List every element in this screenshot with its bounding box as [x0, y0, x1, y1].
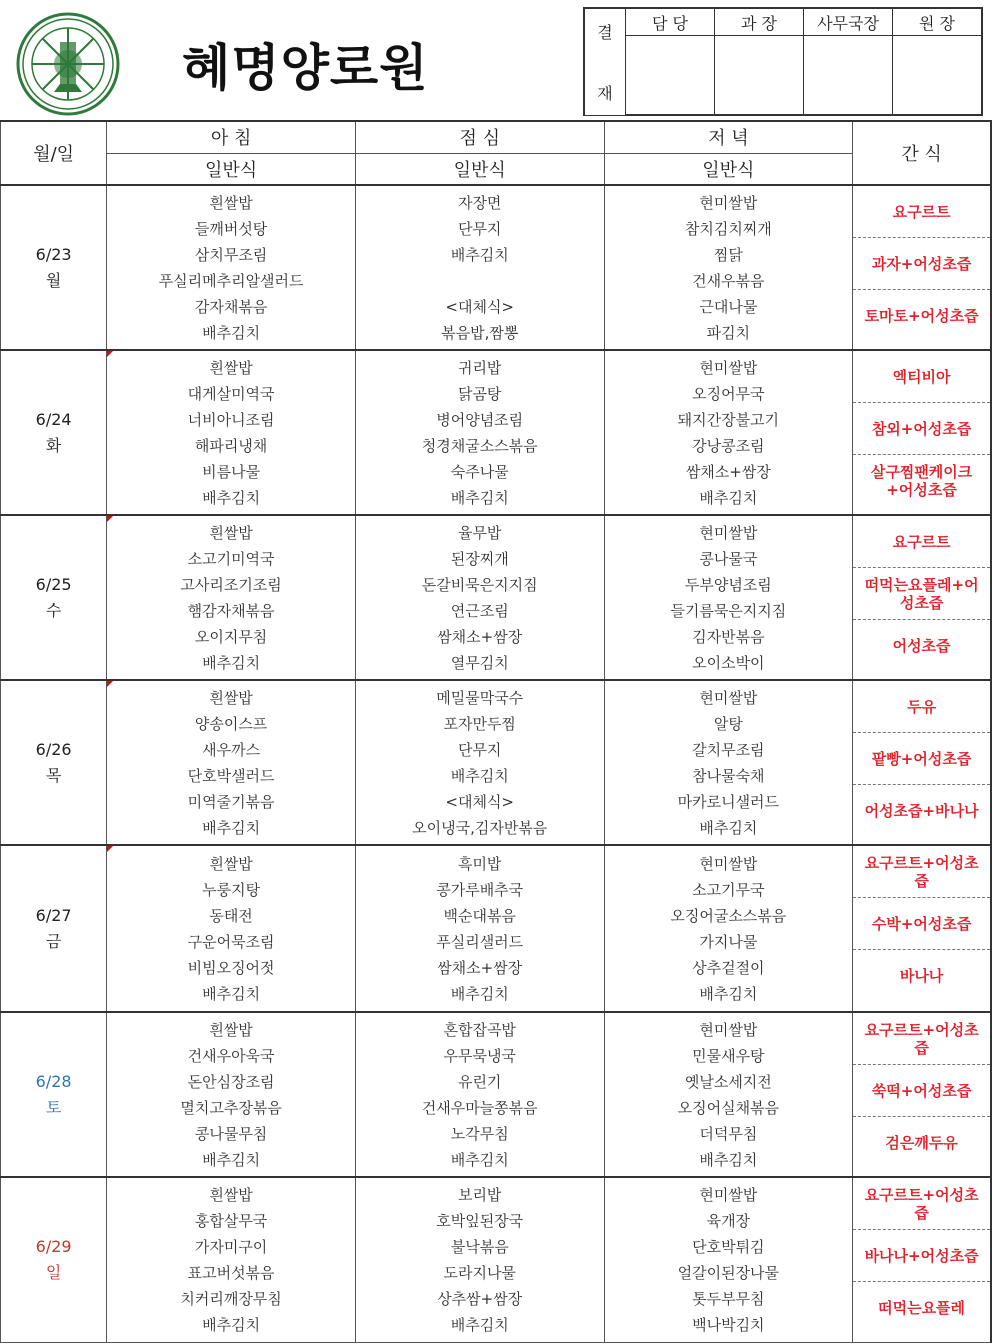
- snack-item: 엑티비아: [853, 351, 990, 403]
- menu-item: 우무묵냉국: [443, 1046, 516, 1065]
- dinner-cell: [604, 350, 853, 515]
- approval-sign-box[interactable]: [893, 36, 983, 116]
- menu-item: 찜닭: [713, 245, 743, 264]
- menu-item: 유린기: [457, 1072, 502, 1091]
- snack-cell: [853, 185, 991, 350]
- breakfast-cell: [107, 845, 356, 1012]
- date-cell: [1, 515, 107, 680]
- menu-item: 톳두부무침: [692, 1289, 765, 1308]
- snack-item: 어성초즙+바나나: [864, 802, 979, 820]
- sub-header-lunch: 일반식: [355, 153, 604, 185]
- day-row: [1, 185, 992, 350]
- menu-item: 현미쌀밥: [699, 193, 758, 212]
- menu-item: 더덕무침: [699, 1124, 758, 1143]
- date-cell: [1, 680, 107, 845]
- page-header: [0, 0, 992, 120]
- menu-item: 멸치고추장볶음: [180, 1098, 282, 1117]
- date-cell: [1, 1012, 107, 1177]
- page-title: 혜명양로원: [182, 39, 429, 97]
- menu-item: 소고기무국: [692, 880, 765, 899]
- dinner-cell: [604, 1177, 853, 1342]
- menu-item: 가자미구이: [194, 1237, 268, 1256]
- comment-flag-icon[interactable]: [107, 846, 113, 852]
- breakfast-cell: [107, 680, 356, 845]
- menu-item: 백순대볶음: [443, 906, 516, 925]
- date-cell: [1, 845, 107, 1012]
- menu-item: 흰쌀밥: [209, 854, 253, 873]
- breakfast-cell: [107, 185, 356, 350]
- day-row: [1, 350, 992, 515]
- menu-item: 병어양념조림: [436, 410, 524, 429]
- day-row: [1, 1012, 992, 1177]
- menu-item: 단호박튀김: [692, 1237, 765, 1256]
- menu-item: 단호박샐러드: [187, 766, 275, 785]
- menu-item: 두부양념조림: [684, 575, 772, 594]
- menu-item: 쌈채소+쌈장: [437, 958, 523, 977]
- snack-cell: [853, 1177, 991, 1342]
- sub-header-breakfast: 일반식: [107, 153, 356, 185]
- menu-item: 흑미밥: [457, 854, 502, 873]
- day-row: [1, 680, 992, 845]
- date-label: 6/29: [35, 1236, 72, 1256]
- menu-item: 현미쌀밥: [699, 688, 758, 707]
- menu-item: 흰쌀밥: [209, 688, 253, 707]
- menu-item: 치커리깨장무침: [180, 1289, 282, 1308]
- date-cell: [1, 350, 107, 515]
- snack-item: 과자+어성초즙: [853, 238, 990, 290]
- menu-item: 콩나물국: [699, 549, 758, 568]
- menu-item: 열무김치: [450, 653, 509, 672]
- menu-item: 흰쌀밥: [209, 1185, 253, 1204]
- menu-item: 강낭콩조림: [692, 436, 765, 455]
- approval-sign-box[interactable]: [715, 36, 804, 116]
- menu-item: 도라지나물: [443, 1263, 516, 1282]
- date-header: 월/일: [1, 121, 107, 185]
- menu-item: 청경채굴소스볶음: [421, 436, 538, 455]
- menu-item: 햄감자채볶음: [187, 601, 275, 620]
- menu-item: 배추김치: [202, 653, 261, 672]
- menu-item: 건새우아욱국: [187, 1046, 275, 1065]
- menu-item: 쌈채소+쌈장: [437, 627, 523, 646]
- menu-item: 백나박김치: [692, 1315, 765, 1334]
- menu-item: 보리밥: [457, 1185, 502, 1204]
- menu-item: 율무밥: [457, 523, 502, 542]
- menu-item: 쌈채소+쌈장: [685, 462, 771, 481]
- menu-item: 상추쌈+쌈장: [437, 1289, 523, 1308]
- approval-label-bottom: 재: [597, 83, 613, 103]
- menu-item: 들기름묵은지지짐: [670, 601, 787, 620]
- menu-item: 배추김치: [202, 818, 261, 837]
- weekday-label: 수: [45, 600, 62, 620]
- menu-item: 근대나물: [699, 297, 758, 316]
- menu-item: 홍합살무국: [194, 1211, 268, 1230]
- menu-item: 혼합잡곡밥: [443, 1020, 516, 1039]
- lunch-cell: [355, 1012, 604, 1177]
- menu-item: 새우까스: [202, 740, 261, 759]
- meal-header-dinner: 저 녁: [604, 121, 853, 153]
- menu-item: 배추김치: [699, 818, 758, 837]
- snack-item: 검은깨두유: [885, 1134, 958, 1152]
- approval-sign-box[interactable]: [626, 36, 715, 116]
- snack-item: 떠먹는요플레+어성초즙: [853, 568, 990, 620]
- menu-item: 콩가루배추국: [436, 880, 524, 899]
- menu-item: 갈치무조림: [692, 740, 765, 759]
- snack-item: 살구찜팬케이크+어성초즙: [870, 463, 973, 499]
- menu-item: [356, 268, 604, 294]
- approval-sign-box[interactable]: [804, 36, 893, 116]
- menu-item: 양송이스프: [194, 714, 268, 733]
- menu-item: 소고기미역국: [187, 549, 275, 568]
- menu-item: 건새우마늘쫑볶음: [421, 1098, 538, 1117]
- snack-cell: [853, 515, 991, 680]
- menu-item: 배추김치: [699, 1150, 758, 1169]
- menu-item: 오이지무침: [194, 627, 268, 646]
- menu-item: 현미쌀밥: [699, 854, 758, 873]
- snack-item: 바나나+어성초즙: [853, 1230, 990, 1282]
- menu-item: 고사리조기조림: [180, 575, 282, 594]
- menu-item: 건새우볶음: [692, 271, 765, 290]
- menu-item: 자장면: [457, 193, 502, 212]
- menu-item: 현미쌀밥: [699, 358, 758, 377]
- menu-item: 알탕: [713, 714, 743, 733]
- date-label: 6/23: [35, 244, 72, 264]
- menu-item: 현미쌀밥: [699, 1185, 758, 1204]
- breakfast-cell: [107, 1012, 356, 1177]
- menu-item: 돼지간장불고기: [677, 410, 780, 429]
- menu-item: 민물새우탕: [692, 1046, 765, 1065]
- menu-item: 너비아니조림: [187, 410, 275, 429]
- breakfast-cell: [107, 350, 356, 515]
- menu-item: 콩나물무침: [194, 1124, 268, 1143]
- weekday-label: 목: [45, 765, 62, 785]
- snack-item: 요구르트+어성초즙: [853, 1178, 990, 1230]
- menu-item: 해파리냉채: [194, 436, 268, 455]
- date-cell: [1, 185, 107, 350]
- menu-item: 옛날소세지전: [684, 1072, 772, 1091]
- menu-item: 단무지: [457, 740, 502, 759]
- menu-item: <대체식>: [445, 297, 514, 316]
- snack-item: 요구르트: [853, 186, 990, 238]
- menu-item: 대게살미역국: [187, 384, 275, 403]
- snack-item: 요구르트+어성초즙: [853, 846, 990, 898]
- menu-item: 배추김치: [202, 323, 261, 342]
- menu-item: 연근조림: [450, 601, 509, 620]
- menu-item: 오징어무국: [692, 384, 765, 403]
- menu-item: 삼치무조림: [194, 245, 268, 264]
- approval-label-top: 결: [597, 22, 613, 42]
- breakfast-cell: [107, 515, 356, 680]
- approval-box: [583, 7, 983, 116]
- menu-item: 배추김치: [450, 1315, 509, 1334]
- menu-item: 돈갈비묵은지지짐: [421, 575, 538, 594]
- approval-role: 담 당: [626, 8, 715, 36]
- menu-item: 흰쌀밥: [209, 193, 253, 212]
- lunch-cell: [355, 845, 604, 1012]
- weekday-label: 일: [45, 1262, 62, 1282]
- snack-cell: [853, 1012, 991, 1177]
- lunch-cell: [355, 1177, 604, 1342]
- menu-item: 배추김치: [699, 488, 758, 507]
- menu-item: 마카로니샐러드: [677, 792, 780, 811]
- day-row: [1, 1177, 992, 1342]
- menu-item: 표고버섯볶음: [187, 1263, 275, 1282]
- snack-item: 참외+어성초즙: [853, 403, 990, 455]
- menu-item: 배추김치: [450, 766, 509, 785]
- menu-item: 육개장: [706, 1211, 751, 1230]
- menu-item: 참치김치찌개: [684, 219, 772, 238]
- date-label: 6/26: [35, 739, 72, 759]
- menu-item: 현미쌀밥: [699, 523, 758, 542]
- weekday-label: 토: [45, 1097, 62, 1117]
- menu-item: 구운어묵조림: [187, 932, 275, 951]
- menu-item: 가지나물: [699, 932, 758, 951]
- menu-item: 현미쌀밥: [699, 1020, 758, 1039]
- weekday-label: 화: [45, 435, 62, 455]
- menu-item: 불낙볶음: [450, 1237, 509, 1256]
- menu-item: 된장찌개: [450, 549, 509, 568]
- lunch-cell: [355, 350, 604, 515]
- menu-item: 얼갈이된장나물: [677, 1263, 780, 1282]
- dinner-cell: [604, 185, 853, 350]
- snack-item: 수박+어성초즙: [853, 898, 990, 950]
- menu-item: 참나물숙채: [692, 766, 765, 785]
- weekday-label: 금: [45, 931, 62, 951]
- approval-role: 과 장: [715, 8, 804, 36]
- menu-item: 흰쌀밥: [209, 523, 253, 542]
- day-row: [1, 845, 992, 1012]
- menu-item: 귀리밥: [457, 358, 502, 377]
- menu-item: 흰쌀밥: [209, 1020, 253, 1039]
- menu-item: 파김치: [706, 323, 751, 342]
- date-cell: [1, 1177, 107, 1342]
- snack-item: 쑥떡+어성초즙: [853, 1065, 990, 1117]
- snack-cell: [853, 350, 991, 515]
- menu-item: 배추김치: [202, 488, 261, 507]
- meal-header-breakfast: 아 침: [107, 121, 356, 153]
- emblem-logo: [16, 12, 120, 116]
- menu-item: <대체식>: [445, 792, 514, 811]
- menu-item: 동태전: [209, 906, 253, 925]
- menu-item: 상추겉절이: [692, 958, 765, 977]
- menu-item: 오징어굴소스볶음: [670, 906, 787, 925]
- dinner-cell: [604, 515, 853, 680]
- menu-item: 호박잎된장국: [436, 1211, 524, 1230]
- menu-table: [0, 120, 992, 1343]
- menu-item: 메밀물막국수: [436, 688, 524, 707]
- menu-item: 오징어실채볶음: [677, 1098, 780, 1117]
- date-label: 6/27: [35, 905, 72, 925]
- comment-flag-icon[interactable]: [107, 516, 113, 522]
- menu-item: 배추김치: [450, 1150, 509, 1169]
- snack-item: 두유: [853, 681, 990, 733]
- menu-item: 닭곰탕: [457, 384, 502, 403]
- snack-cell: [853, 845, 991, 1012]
- menu-item: 돈안심장조림: [187, 1072, 275, 1091]
- menu-item: 노각무침: [450, 1124, 509, 1143]
- snack-item: 토마토+어성초즙: [864, 307, 979, 325]
- dinner-cell: [604, 845, 853, 1012]
- lunch-cell: [355, 515, 604, 680]
- menu-item: 누룽지탕: [202, 880, 261, 899]
- menu-item: 단무지: [457, 219, 502, 238]
- menu-item: 흰쌀밥: [209, 358, 253, 377]
- sub-header-dinner: 일반식: [604, 153, 853, 185]
- menu-item: 비빔오징어젓: [187, 958, 275, 977]
- lunch-cell: [355, 680, 604, 845]
- approval-label: [584, 8, 626, 115]
- snack-header: 간 식: [853, 121, 991, 185]
- snack-item: 요구르트+어성초즙: [853, 1013, 990, 1065]
- snack-item: 팥빵+어성초즙: [853, 733, 990, 785]
- menu-item: 오이냉국,김자반볶음: [412, 818, 548, 837]
- menu-item: 볶음밥,짬뽕: [441, 323, 519, 342]
- lunch-cell: [355, 185, 604, 350]
- date-label: 6/25: [35, 574, 72, 594]
- date-label: 6/28: [35, 1071, 72, 1091]
- menu-item: 포자만두찜: [443, 714, 516, 733]
- menu-item: 푸실리샐러드: [436, 932, 524, 951]
- menu-item: 배추김치: [450, 488, 509, 507]
- breakfast-cell: [107, 1177, 356, 1342]
- menu-item: 푸실리메추리알샐러드: [158, 271, 304, 290]
- approval-role: 원 장: [893, 8, 983, 36]
- menu-item: 배추김치: [202, 1150, 261, 1169]
- snack-item: 떠먹는요플레: [878, 1299, 966, 1317]
- approval-role: 사무국장: [804, 8, 893, 36]
- menu-item: 숙주나물: [450, 462, 509, 481]
- weekday-label: 월: [45, 270, 62, 290]
- comment-flag-icon[interactable]: [107, 351, 113, 357]
- menu-item: 미역줄기볶음: [187, 792, 275, 811]
- dinner-cell: [604, 1012, 853, 1177]
- day-row: [1, 515, 992, 680]
- snack-item: 바나나: [899, 967, 944, 985]
- meal-header-lunch: 점 심: [355, 121, 604, 153]
- date-label: 6/24: [35, 409, 72, 429]
- snack-item: 요구르트: [853, 516, 990, 568]
- snack-item: 어성초즙: [892, 637, 951, 655]
- menu-item: 배추김치: [202, 1315, 261, 1334]
- menu-item: 배추김치: [202, 984, 261, 1003]
- menu-item: 오이소박이: [692, 653, 765, 672]
- menu-item: 배추김치: [699, 984, 758, 1003]
- menu-item: 들깨버섯탕: [194, 219, 268, 238]
- dinner-cell: [604, 680, 853, 845]
- menu-item: 김자반볶음: [692, 627, 765, 646]
- comment-flag-icon[interactable]: [107, 681, 113, 687]
- menu-item: 배추김치: [450, 245, 509, 264]
- snack-cell: [853, 680, 991, 845]
- menu-item: 비름나물: [202, 462, 261, 481]
- menu-item: 배추김치: [450, 984, 509, 1003]
- menu-item: 감자채볶음: [194, 297, 268, 316]
